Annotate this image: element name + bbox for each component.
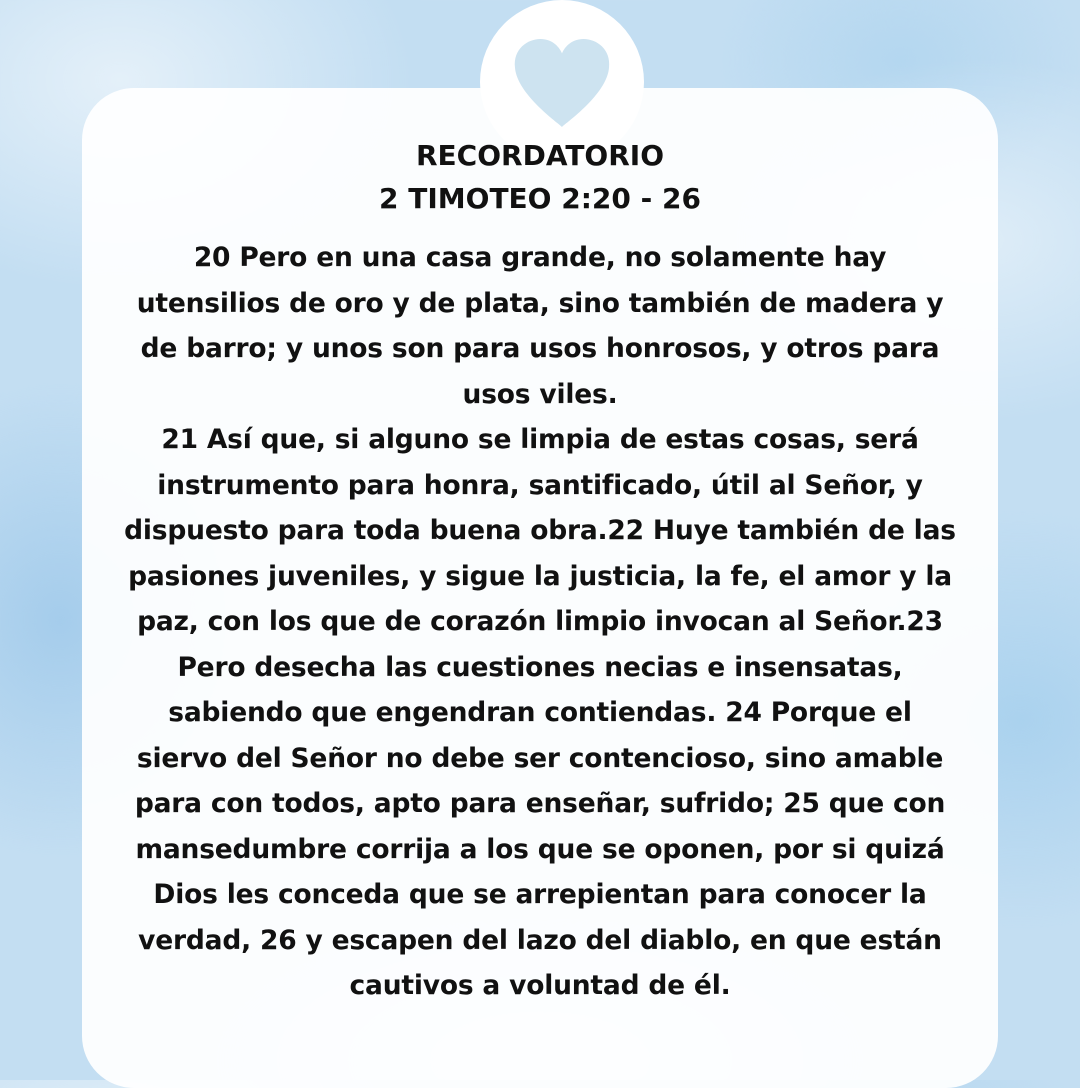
reminder-content	[122, 134, 958, 1009]
passage-text	[122, 235, 958, 1009]
heading	[122, 134, 958, 220]
heading-reference: 2 TIMOTEO 2:20 - 26	[379, 182, 701, 215]
heart-icon	[510, 37, 614, 129]
passage: 20 Pero en una casa grande, no solamente hay utensilios de oro y de plata, sino también de madera y de barro; y unos son para usos honrosos, y otros para usos viles. 21 Así que, si alguno se limpia de estas cosas, será instrumento para honra, santificado, útil al Señor, y dispuesto para toda buena obra.22 Huye también de las pasiones juveniles, y sigue la justicia, la fe, el amor y la paz, con los que de corazón limpio invocan al Señor.23 Pero desecha las cuestiones necias e insensatas, sabiendo que engendran contiendas. 24 Porque el siervo del Señor no debe ser contencioso, sino amable para con todos, apto para enseñar, sufrido; 25 que con mansedumbre corrija a los que se oponen, por si quizá Dios les conceda que se arrepientan para conocer la verdad, 26 y escapen del lazo del diablo, en que están cautivos a voluntad de él.	[124, 242, 956, 1001]
heading-label: RECORDATORIO	[415, 139, 665, 172]
